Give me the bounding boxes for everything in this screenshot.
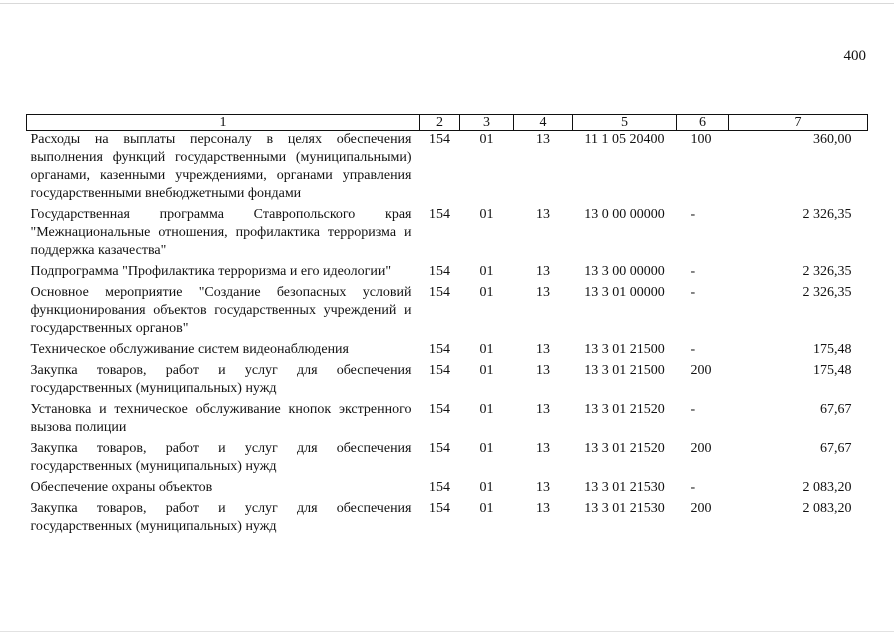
row-col-2: 154	[429, 342, 450, 357]
row-target-code: 13 3 01 21520	[584, 402, 665, 417]
table-row	[27, 131, 868, 207]
row-target-code: 13 3 01 21500	[584, 363, 665, 378]
row-col-3: 01	[479, 264, 494, 279]
row-name: Закупка товаров, работ и услуг для обеспечения государственных (муниципальных) нужд	[30, 363, 412, 396]
row-col-2: 154	[429, 441, 450, 456]
header-col-2: 2	[420, 115, 460, 131]
table-row	[27, 284, 868, 341]
row-name: Закупка товаров, работ и услуг для обеспечения государственных (муниципальных) нужд	[30, 441, 412, 474]
header-col-3: 3	[460, 115, 514, 131]
row-expense-type: 200	[690, 441, 712, 456]
row-expense-type: 100	[690, 132, 712, 147]
row-target-code: 13 3 01 21530	[584, 501, 665, 516]
row-amount: 2 083,20	[802, 501, 852, 516]
table-row	[27, 206, 868, 263]
row-target-code: 13 3 01 21500	[584, 342, 665, 357]
row-col-2: 154	[429, 132, 450, 147]
row-expense-type: -	[690, 285, 696, 300]
row-name: Закупка товаров, работ и услуг для обеспечения государственных (муниципальных) нужд	[30, 501, 412, 534]
table-row	[27, 479, 868, 500]
row-col-2: 154	[429, 363, 450, 378]
table-row	[27, 362, 868, 401]
table-row	[27, 401, 868, 440]
row-expense-type: 200	[690, 501, 712, 516]
header-col-7: 7	[729, 115, 868, 131]
row-target-code: 11 1 05 20400	[584, 132, 665, 147]
row-col-2: 154	[429, 480, 450, 495]
table-body	[27, 131, 868, 540]
table-row	[27, 440, 868, 479]
row-expense-type: -	[690, 264, 696, 279]
row-col-4: 13	[536, 480, 550, 495]
row-col-2: 154	[429, 501, 450, 516]
row-amount: 360,00	[813, 132, 852, 147]
table-row	[27, 341, 868, 362]
row-target-code: 13 0 00 00000	[584, 207, 665, 222]
row-col-2: 154	[429, 207, 450, 222]
row-expense-type: -	[690, 207, 696, 222]
row-col-3: 01	[479, 363, 494, 378]
row-col-4: 13	[536, 441, 550, 456]
row-expense-type: -	[690, 402, 696, 417]
row-amount: 2 326,35	[802, 285, 852, 300]
row-col-4: 13	[536, 501, 550, 516]
row-col-4: 13	[536, 132, 550, 147]
row-expense-type: -	[690, 480, 696, 495]
header-col-1: 1	[27, 115, 420, 131]
row-name: Техническое обслуживание систем видеонаблюдения	[30, 342, 349, 357]
budget-table	[26, 114, 868, 539]
row-expense-type: -	[690, 342, 696, 357]
row-target-code: 13 3 01 21530	[584, 480, 665, 495]
header-col-6: 6	[677, 115, 729, 131]
row-col-3: 01	[479, 285, 494, 300]
scan-bottom-edge	[0, 631, 894, 632]
row-col-4: 13	[536, 207, 550, 222]
row-col-3: 01	[479, 402, 494, 417]
row-target-code: 13 3 01 00000	[584, 285, 665, 300]
row-expense-type: 200	[690, 363, 712, 378]
row-col-3: 01	[479, 132, 494, 147]
row-name: Установка и техническое обслуживание кнопок экстренного вызова полиции	[30, 402, 412, 435]
row-name: Государственная программа Ставропольского края "Межнациональные отношения, профилактика терроризма и поддержка казачества"	[30, 207, 412, 258]
row-name: Расходы на выплаты персоналу в целях обеспечения выполнения функций государственными (муниципальными) органами, казенными учреждениями, органами управления государственными внебюджетными фондами	[30, 132, 412, 201]
table-row	[27, 263, 868, 284]
table-row	[27, 500, 868, 539]
row-col-3: 01	[479, 480, 494, 495]
row-name: Основное мероприятие "Создание безопасных условий функционирования объектов государственных учреждений и государственных органов"	[30, 285, 412, 336]
row-amount: 67,67	[820, 402, 852, 417]
row-amount: 175,48	[813, 363, 852, 378]
header-col-4: 4	[514, 115, 573, 131]
row-amount: 2 083,20	[802, 480, 852, 495]
row-col-3: 01	[479, 342, 494, 357]
row-amount: 2 326,35	[802, 264, 852, 279]
row-col-3: 01	[479, 207, 494, 222]
row-name: Обеспечение охраны объектов	[30, 480, 213, 495]
table-header-row	[27, 115, 868, 131]
row-amount: 67,67	[820, 441, 852, 456]
row-col-4: 13	[536, 402, 550, 417]
header-col-5: 5	[573, 115, 677, 131]
row-col-3: 01	[479, 501, 494, 516]
row-col-4: 13	[536, 363, 550, 378]
row-amount: 175,48	[813, 342, 852, 357]
row-col-4: 13	[536, 342, 550, 357]
row-col-2: 154	[429, 402, 450, 417]
row-col-2: 154	[429, 264, 450, 279]
row-amount: 2 326,35	[802, 207, 852, 222]
row-col-4: 13	[536, 285, 550, 300]
row-col-3: 01	[479, 441, 494, 456]
row-target-code: 13 3 00 00000	[584, 264, 665, 279]
scan-top-edge	[0, 3, 894, 4]
row-name: Подпрограмма "Профилактика терроризма и его идеологии"	[30, 264, 392, 279]
row-col-2: 154	[429, 285, 450, 300]
row-target-code: 13 3 01 21520	[584, 441, 665, 456]
page-number: 400	[843, 48, 866, 64]
row-col-4: 13	[536, 264, 550, 279]
